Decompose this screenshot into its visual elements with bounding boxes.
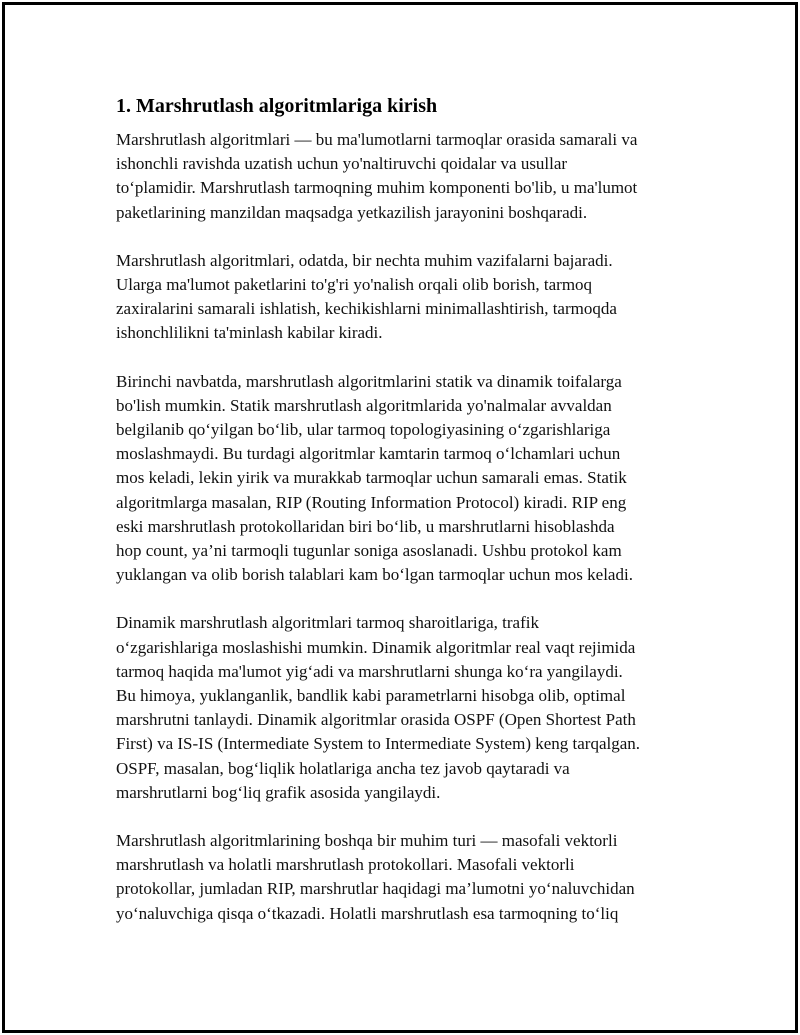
paragraph-line: to‘plamidir. Marshrutlash tarmoqning muhim komponenti bo'lib, u ma'lumot [116, 178, 638, 198]
paragraph-line: o‘zgarishlariga moslashishi mumkin. Dinamik algoritmlar real vaqt rejimida [116, 637, 636, 657]
paragraph-line: marshrutlarni bog‘liq grafik asosida yangilaydi. [116, 782, 441, 802]
paragraph-line: ishonchli ravishda uzatish uchun yo'naltiruvchi qoidalar va usullar [116, 154, 568, 174]
paragraph-vector [116, 829, 696, 926]
paragraph-line: marshrutni tanlaydi. Dinamik algoritmlar orasida OSPF (Open Shortest Path [116, 710, 636, 730]
paragraph-line: Marshrutlash algoritmlari, odatda, bir nechta muhim vazifalarni bajaradi. [116, 250, 613, 270]
paragraph-line: hop count, ya’ni tarmoqli tugunlar soniga asoslanadi. Ushbu protokol kam [116, 541, 622, 561]
paragraph-line: First) va IS-IS (Intermediate System to Intermediate System) keng tarqalgan. [116, 734, 641, 754]
document-body [116, 92, 696, 950]
paragraph-line: yo‘naluvchiga qisqa o‘tkazadi. Holatli marshrutlash esa tarmoqning to‘liq [116, 903, 619, 923]
paragraph-line: Birinchi navbatda, marshrutlash algoritmlarini statik va dinamik toifalarga [116, 371, 622, 391]
paragraph-line: ishonchlilikni ta'minlash kabilar kiradi. [116, 323, 383, 343]
paragraph-line: protokollar, jumladan RIP, marshrutlar haqidagi ma’lumotni yo‘naluvchidan [116, 879, 635, 899]
paragraph-line: Bu himoya, yuklanganlik, bandlik kabi parametrlarni hisobga olib, optimal [116, 686, 626, 706]
paragraph-line: Marshrutlash algoritmlari — bu ma'lumotlarni tarmoqlar orasida samarali va [116, 130, 638, 149]
paragraph-line: algoritmlarga masalan, RIP (Routing Information Protocol) kiradi. RIP eng [116, 492, 627, 512]
paragraph-intro [116, 128, 696, 225]
paragraph-line: tarmoq haqida ma'lumot yig‘adi va marshrutlarni shunga ko‘ra yangilaydi. [116, 661, 623, 681]
paragraph-line: paketlarining manzildan maqsadga yetkazilish jarayonini boshqaradi. [116, 202, 588, 222]
paragraph-line: mos keladi, lekin yirik va murakkab tarmoqlar uchun samarali emas. Statik [116, 468, 627, 488]
paragraph-line: yuklangan va olib borish talablari kam bo‘lgan tarmoqlar uchun mos keladi. [116, 565, 633, 585]
paragraph-tasks [116, 249, 696, 346]
paragraph-line: belgilanib qo‘yilgan bo‘lib, ular tarmoq topologiyasining o‘zgarishlariga [116, 420, 611, 440]
paragraph-line: OSPF, masalan, bog‘liqlik holatlariga ancha tez javob qaytaradi va [116, 758, 570, 778]
paragraph-line: eski marshrutlash protokollaridan biri bo‘lib, u marshrutlarni hisoblashda [116, 516, 615, 536]
section-heading: 1. Marshrutlash algoritmlariga kirish [116, 95, 438, 117]
paragraph-static [116, 370, 696, 588]
paragraph-line: zaxiralarini samarali ishlatish, kechikishlarni minimallashtirish, tarmoqda [116, 299, 617, 319]
paragraph-line: Dinamik marshrutlash algoritmlari tarmoq sharoitlariga, trafik [116, 613, 539, 633]
paragraph-dynamic [116, 611, 696, 805]
paragraph-line: bo'lish mumkin. Statik marshrutlash algoritmlarida yo'nalmalar avvaldan [116, 395, 612, 415]
paragraph-line: marshrutlash va holatli marshrutlash protokollari. Masofali vektorli [116, 855, 575, 875]
paragraph-line: Marshrutlash algoritmlarining boshqa bir muhim turi — masofali vektorli [116, 831, 618, 851]
paragraph-line: moslashmaydi. Bu turdagi algoritmlar kamtarin tarmoq o‘lchamlari uchun [116, 444, 621, 464]
paragraph-line: Ularga ma'lumot paketlarini to'g'ri yo'nalish orqali olib borish, tarmoq [116, 275, 593, 295]
